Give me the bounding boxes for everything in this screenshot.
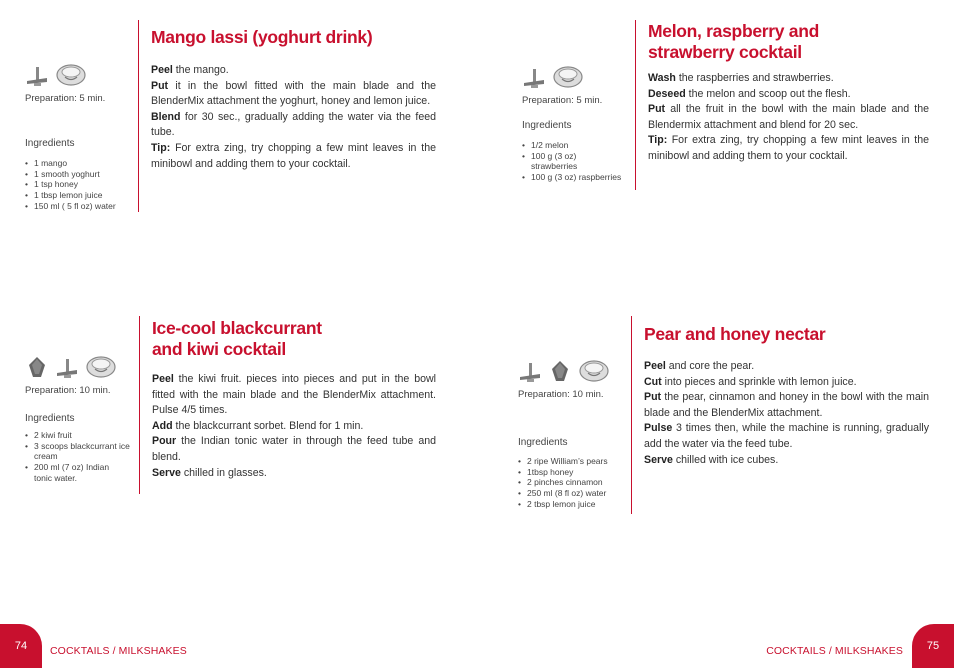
list-item: • 250 ml (8 fl oz) water [518, 488, 630, 499]
peeler-icon [548, 359, 572, 388]
list-item: • 1 smooth yoghurt [25, 169, 135, 180]
step-verb: Deseed [648, 87, 686, 100]
ingredients-heading: Ingredients [25, 413, 75, 424]
method-step [644, 375, 929, 391]
method-step [648, 71, 929, 87]
divider-line [635, 20, 636, 190]
step-text: chilled in glasses. [180, 466, 267, 479]
list-item: • 100 g (3 oz) raspberries [522, 172, 634, 183]
appliance-icons [518, 360, 610, 388]
ingredients-heading: Ingredients [25, 138, 75, 149]
prep-time: Preparation: 10 min. [25, 385, 111, 396]
page-number-right: 75 [912, 624, 954, 668]
step-text: for 30 sec., gradually adding the water via the feed tube. [151, 110, 436, 139]
recipe-title [648, 21, 819, 63]
step-verb: Cut [644, 375, 662, 388]
title-line: and kiwi cocktail [152, 339, 286, 359]
method-step [644, 453, 929, 469]
recipe-meta [25, 64, 105, 104]
section-label-right: COCKTAILS / MILKSHAKES [766, 645, 903, 657]
step-verb: Put [644, 391, 662, 404]
method-step [152, 434, 436, 465]
ingredients-list [522, 140, 634, 183]
appliance-icons [25, 64, 105, 92]
recipe-method [644, 359, 929, 468]
recipe-title [151, 27, 372, 48]
step-verb: Serve [152, 466, 181, 479]
step-text: the melon and scoop out the flesh. [685, 87, 851, 100]
step-verb: Wash [648, 72, 676, 84]
step-text: the pear, cinnamon and honey in the bowl with the main blade and the BlenderMix attachment. [644, 391, 929, 419]
recipe-meta [518, 360, 610, 400]
step-text: the raspberries and strawberries. [675, 72, 834, 84]
divider-line [139, 316, 140, 494]
ingredients-heading: Ingredients [518, 437, 568, 448]
page-number-left: 74 [0, 624, 42, 668]
step-text: into pieces and sprinkle with lemon juice. [661, 375, 857, 388]
step-text: all the fruit in the bowl with the main blade and the Blendermix attachment and blend for 20 sec. [648, 103, 929, 131]
step-verb: Add [152, 419, 173, 432]
blender-bowl-icon [552, 65, 584, 94]
step-text: it in the bowl fitted with the main blade and the BlenderMix attachment the yoghurt, honey and lemon juice. [151, 79, 436, 108]
list-item: • 200 ml (7 oz) Indian tonic water. [25, 462, 124, 483]
method-step [152, 419, 436, 435]
title-line: Ice-cool blackcurrant [152, 318, 322, 338]
recipe-method [151, 63, 436, 172]
list-item: • 2 ripe William’s pears [518, 456, 630, 467]
step-verb: Put [151, 79, 169, 92]
step-verb: Pulse [644, 422, 673, 435]
method-step [648, 87, 929, 103]
step-verb: Put [648, 103, 666, 116]
step-text: the blackcurrant sorbet. Blend for 1 min. [172, 419, 364, 432]
blender-bowl-icon [55, 63, 87, 92]
list-item: • 1 mango [25, 158, 135, 169]
step-verb: Tip: [151, 141, 171, 154]
divider-line [138, 20, 139, 212]
appliance-icons [522, 66, 602, 94]
step-text: the Indian tonic water in through the feed tube and blend. [152, 435, 436, 463]
step-verb: Peel [152, 373, 174, 385]
step-text: the kiwi fruit. pieces into pieces and put in the bowl fitted with the main blade and the BlenderMix attachment. Pulse 4/5 times. [152, 373, 436, 417]
title-line: Pear and honey nectar [644, 324, 826, 344]
step-text: chilled with ice cubes. [672, 453, 779, 466]
blade-icon [25, 65, 49, 92]
ingredients-list [25, 158, 135, 212]
peeler-icon [25, 355, 49, 384]
ingredients-heading: Ingredients [522, 120, 572, 131]
step-text: For extra zing, try chopping a few mint leaves in the minibowl and adding them to your cocktail. [648, 134, 929, 162]
recipe-meta [25, 356, 117, 396]
list-item: • 1 tbsp lemon juice [25, 190, 135, 201]
blade-icon [522, 67, 546, 94]
prep-time: Preparation: 5 min. [25, 93, 106, 104]
step-text: For extra zing, try chopping a few mint leaves in the minibowl and adding them to your cocktail. [151, 141, 436, 170]
step-verb: Peel [644, 360, 666, 372]
list-item: • 100 g (3 oz) strawberries [522, 151, 591, 172]
recipe-meta [522, 66, 602, 106]
divider-line [631, 316, 632, 514]
step-text: 3 times then, while the machine is running, gradually add the water via the feed tube. [644, 422, 929, 450]
list-item: • 1tbsp honey [518, 467, 630, 478]
list-item: • 150 ml ( 5 fl oz) water [25, 201, 135, 212]
title-line: Mango lassi (yoghurt drink) [151, 27, 373, 47]
step-verb: Pour [152, 435, 177, 448]
method-step [151, 110, 436, 141]
blender-bowl-icon [85, 355, 117, 384]
method-step [152, 466, 436, 482]
ingredients-list [25, 430, 137, 484]
prep-time: Preparation: 5 min. [522, 95, 603, 106]
blade-icon [518, 361, 542, 388]
step-verb: Tip: [648, 134, 668, 147]
method-step [644, 421, 929, 452]
prep-time: Preparation: 10 min. [518, 389, 604, 400]
method-step [644, 390, 929, 421]
title-line: strawberry cocktail [648, 42, 802, 62]
list-item: • 3 scoops blackcurrant ice cream [25, 441, 137, 462]
method-step [644, 359, 929, 375]
appliance-icons [25, 356, 117, 384]
step-verb: Peel [151, 64, 173, 76]
step-text: and core the pear. [665, 360, 755, 372]
ingredients-list [518, 456, 630, 510]
list-item: • 2 tbsp lemon juice [518, 499, 630, 510]
method-step [151, 79, 436, 110]
method-step [152, 372, 436, 419]
method-step [648, 102, 929, 133]
blade-icon [55, 357, 79, 384]
list-item: • 2 kiwi fruit [25, 430, 137, 441]
list-item: • 1/2 melon [522, 140, 634, 151]
method-step [151, 63, 436, 79]
list-item: • 2 pinches cinnamon [518, 477, 630, 488]
recipe-title [644, 324, 825, 345]
section-label-left: COCKTAILS / MILKSHAKES [50, 645, 187, 657]
method-step [648, 133, 929, 164]
blender-bowl-icon [578, 359, 610, 388]
recipe-method [152, 372, 436, 481]
step-verb: Serve [644, 453, 673, 466]
recipe-title [152, 318, 322, 360]
list-item: • 1 tsp honey [25, 179, 135, 190]
title-line: Melon, raspberry and [648, 21, 819, 41]
method-step [151, 141, 436, 172]
step-text: the mango. [172, 64, 229, 76]
step-verb: Blend [151, 110, 181, 123]
recipe-method [648, 71, 929, 165]
